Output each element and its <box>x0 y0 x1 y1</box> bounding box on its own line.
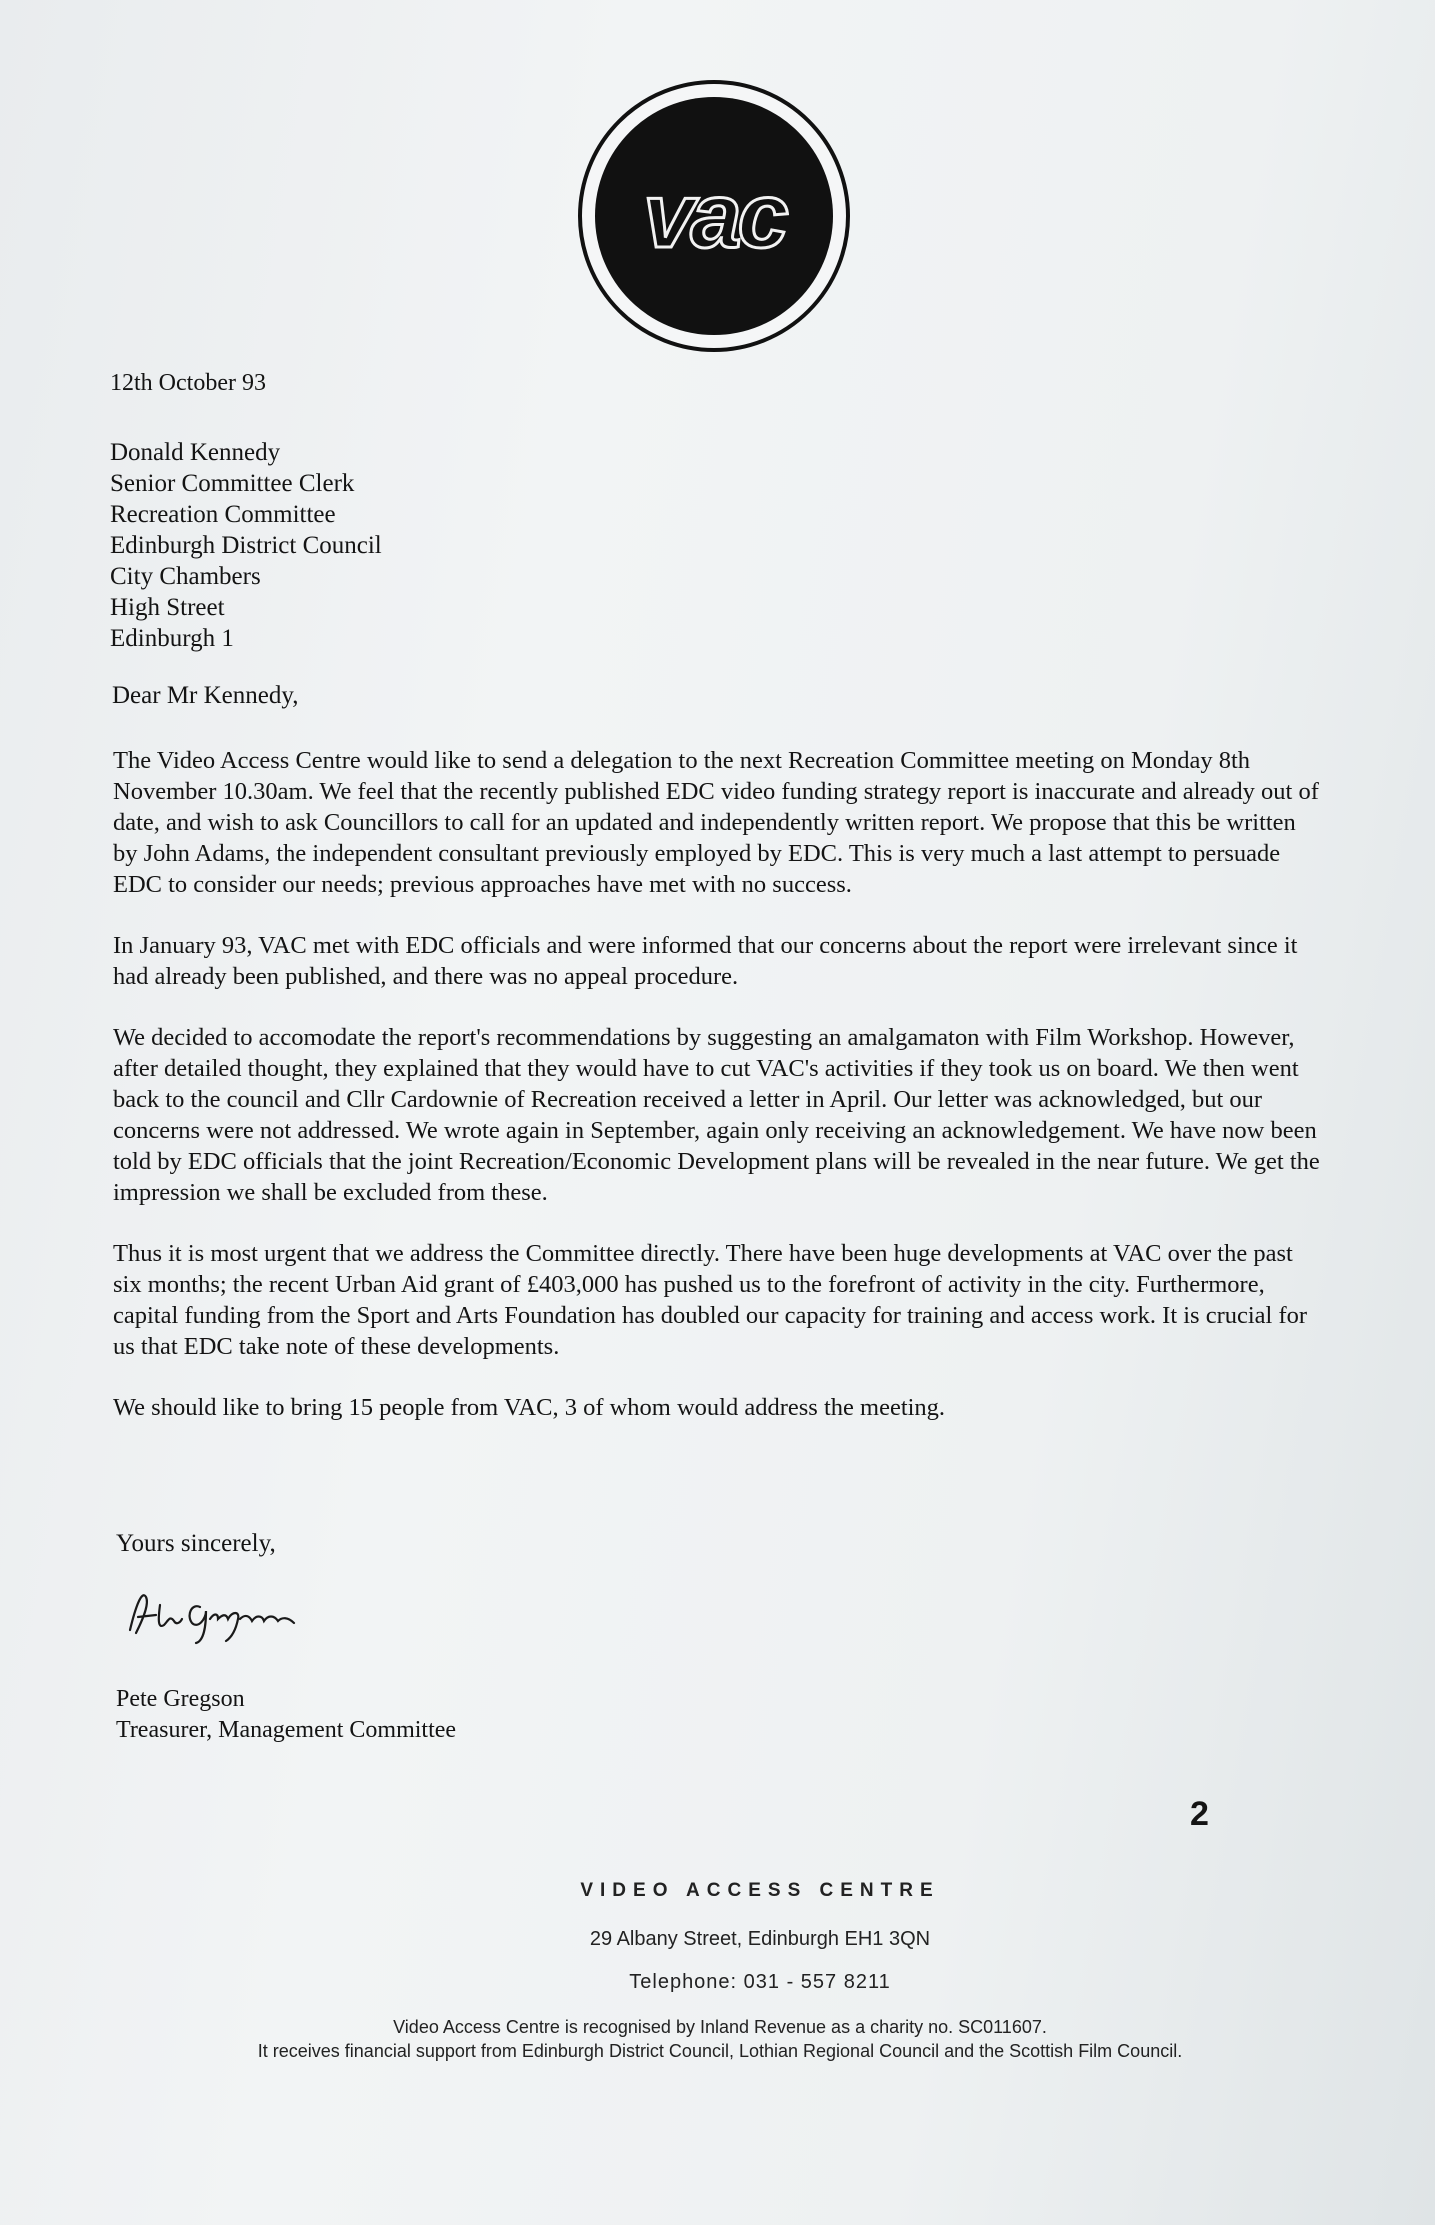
body-paragraph-1: The Video Access Centre would like to send a delegation to the next Recreation Committee meeting on Monday 8th November 10.30am. We feel that the recently published EDC video funding strategy report is inaccurate and already out of date, and wish to ask Councillors to call for an updated and independently written report. We propose that this be written by John Adams, the independent consultant previously employed by EDC. This is very much a last attempt to persuade EDC to consider our needs; previous approaches have met with no success. <box>113 747 1319 898</box>
recipient-name: Donald Kennedy <box>110 439 281 466</box>
footer-address: 29 Albany Street, Edinburgh EH1 3QN <box>589 1928 931 1950</box>
letter-date: 12th October 93 <box>110 370 266 396</box>
signer-name: Pete Gregson <box>116 1686 245 1712</box>
salutation: Dear Mr Kennedy, <box>112 682 299 709</box>
recipient-council: Edinburgh District Council <box>110 532 382 559</box>
recipient-street: High Street <box>110 594 225 621</box>
recipient-city: Edinburgh 1 <box>110 625 234 652</box>
letterhead-footer <box>260 1880 1260 1994</box>
vac-logo <box>578 80 850 352</box>
letter-body <box>113 745 1323 1453</box>
closing: Yours sincerely, <box>116 1530 276 1557</box>
recipient-title: Senior Committee Clerk <box>110 470 355 497</box>
body-paragraph-3: We decided to accomodate the report's recommendations by suggesting an amalgamaton with Film Workshop. However, after detailed thought, they explained that they would have to cut VAC's activities if they took us on board. We then went back to the council and Cllr Cardownie of Recreation received a letter in April. Our letter was acknowledged, but our concerns were not addressed. We wrote again in September, again only receiving an acknowledgement. We have now been told by EDC officials that the joint Recreation/Economic Development plans will be revealed in the near future. We get the impression we shall be excluded from these. <box>113 1024 1320 1206</box>
page-number: 2 <box>1190 1795 1209 1833</box>
footer-notes <box>120 2015 1320 2063</box>
signer-title: Treasurer, Management Committee <box>116 1717 457 1743</box>
vac-logo-disc <box>595 97 833 335</box>
footer-telephone: Telephone: 031 - 557 8211 <box>629 1971 891 1993</box>
recipient-building: City Chambers <box>110 563 261 590</box>
handwritten-signature <box>122 1585 322 1645</box>
recipient-address <box>110 437 382 654</box>
recipient-committee: Recreation Committee <box>110 501 336 528</box>
signatory <box>116 1684 456 1746</box>
funding-note: It receives financial support from Edinburgh District Council, Lothian Regional Council and the Scottish Film Council. <box>257 2041 1183 2061</box>
charity-note: Video Access Centre is recognised by Inland Revenue as a charity no. SC011607. <box>393 2017 1047 2037</box>
footer-organisation: VIDEO ACCESS CENTRE <box>580 1880 940 1901</box>
vac-logo-text: vac <box>643 164 785 267</box>
body-paragraph-4: Thus it is most urgent that we address the Committee directly. There have been huge developments at VAC over the past six months; the recent Urban Aid grant of £403,000 has pushed us to the forefront of activity in the city. Furthermore, capital funding from the Sport and Arts Foundation has doubled our capacity for training and access work. It is crucial for us that EDC take note of these developments. <box>113 1240 1308 1360</box>
body-paragraph-5: We should like to bring 15 people from VAC, 3 of whom would address the meeting. <box>113 1394 946 1421</box>
body-paragraph-2: In January 93, VAC met with EDC officials and were informed that our concerns about the report were irrelevant since it had already been published, and there was no appeal procedure. <box>113 932 1298 990</box>
